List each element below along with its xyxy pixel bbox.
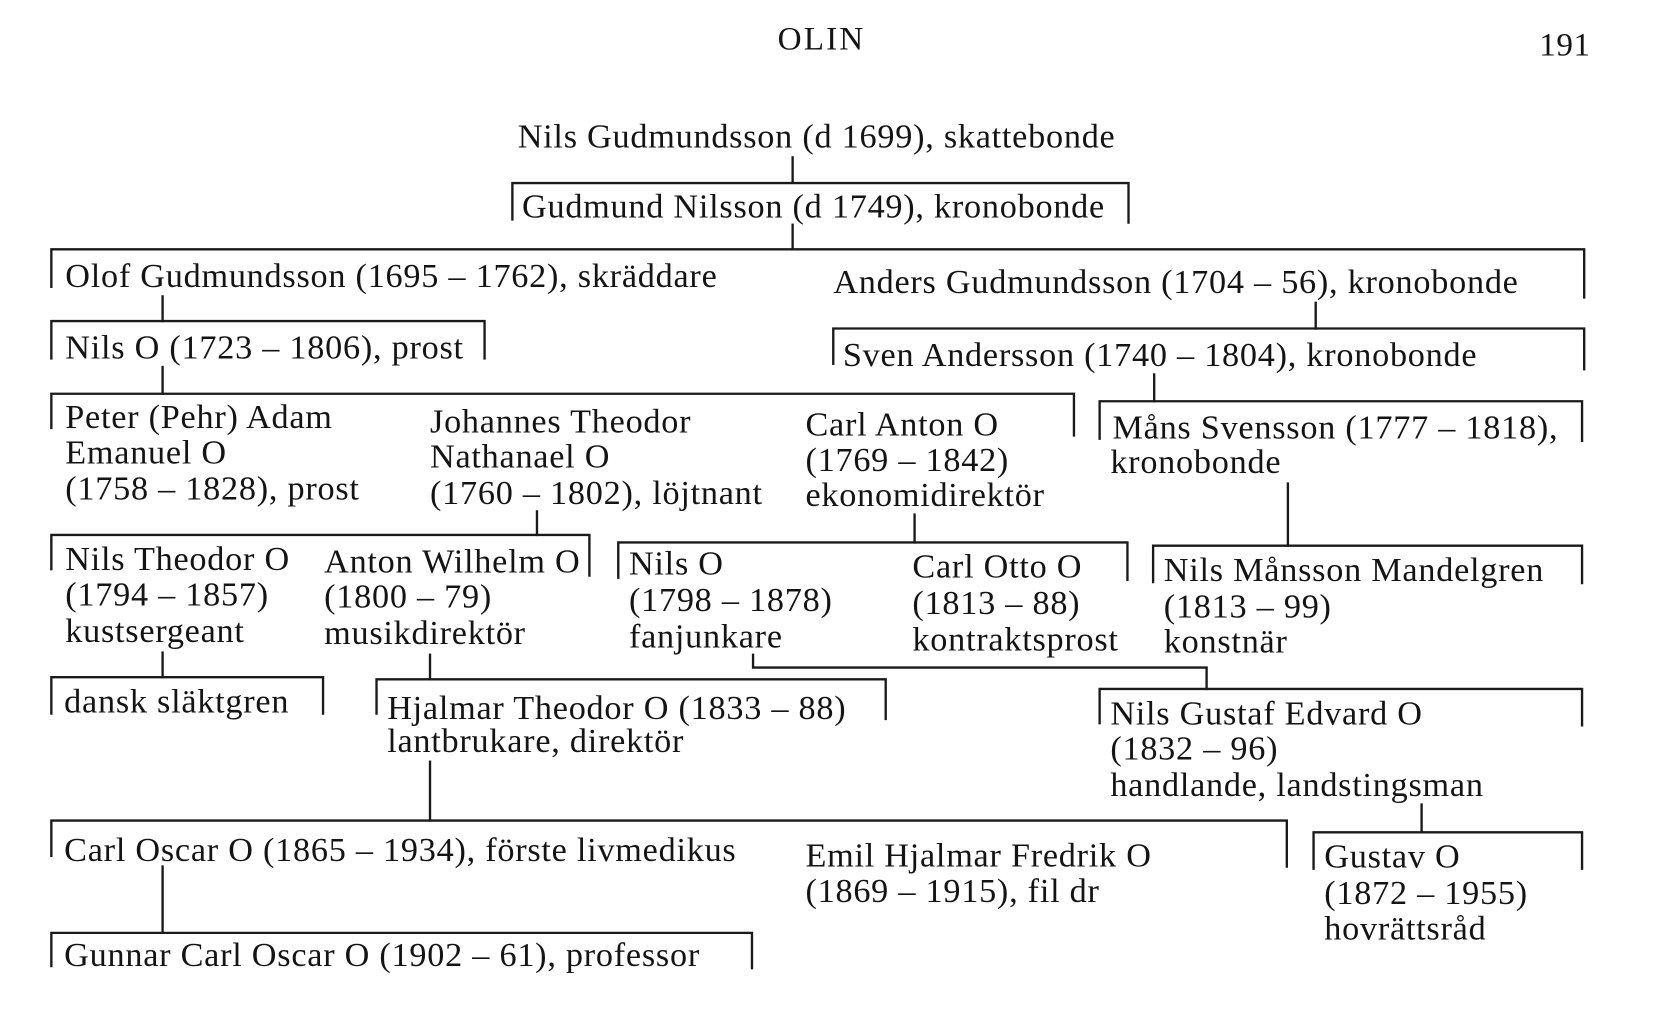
descent-line [753,655,1207,689]
person-line: Olof Gudmundsson (1695 – 1762), skräddare [65,257,718,295]
person-nils-theodor [65,541,290,650]
person-line: Nils O [628,545,724,583]
person-line: Nils Gustaf Edvard O [1110,695,1423,733]
person-line: Johannes Theodor [430,403,692,441]
person-nils-gustaf-edvard [1110,695,1483,804]
person-line: konstnär [1163,623,1288,661]
person-line: Gustav O [1324,838,1461,876]
person-peter-adam-emanuel [65,399,359,508]
person-carl-anton [805,406,1044,514]
person-hjalmar-theodor [387,690,846,760]
person-line: lantbrukare, direktör [387,723,685,761]
branch-dansk-slaktgren [64,684,289,721]
person-olof-gudmundsson [65,258,717,295]
person-line: (1813 – 99) [1163,588,1332,626]
person-nils-mansson-mandelgren [1164,552,1544,661]
person-line: Anton Wilhelm O [324,543,581,581]
person-line: Nils Theodor O [65,541,290,579]
person-line: (1769 – 1842) [805,441,1010,479]
person-line: Carl Otto O [912,548,1083,586]
person-line: (1872 – 1955) [1324,874,1528,912]
person-line: (1798 – 1878) [628,581,833,619]
person-line: Nils Gudmundsson (d 1699), skattebonde [517,118,1116,156]
person-carl-otto [912,549,1118,659]
person-line: Nathanael O [430,438,611,476]
person-line: (1800 – 79) [324,578,493,616]
person-line: Carl Anton O [805,406,999,444]
person-mans-svensson [1110,410,1558,481]
person-line: Emil Hjalmar Fredrik O [805,837,1152,875]
person-gustav-o [1324,839,1528,948]
person-line: Carl Oscar O (1865 – 1934), förste livmedikus [64,832,737,870]
person-line: Peter (Pehr) Adam [65,398,333,436]
person-nils-o-1798 [629,546,833,656]
person-line: Gudmund Nilsson (d 1749), kronobonde [522,188,1105,226]
person-line: Sven Andersson (1740 – 1804), kronobonde [842,336,1478,374]
person-line: Anders Gudmundsson (1704 – 56), kronobonde [833,264,1519,302]
person-line: Nils O (1723 – 1806), prost [65,329,464,367]
page-number: 191 [1539,26,1591,64]
person-anton-wilhelm [324,543,580,652]
running-head: OLIN [777,20,866,58]
person-line: Emanuel O [65,434,227,472]
person-line: (1760 – 1802), löjtnant [430,474,763,512]
person-line: dansk släktgren [64,683,290,721]
person-line: musikdirektör [324,615,526,653]
person-emil-hjalmar-fredrik [805,838,1151,910]
person-line: ekonomidirektör [805,477,1045,515]
person-gunnar-carl-oscar [64,937,700,974]
person-anders-gudmundsson [833,264,1518,301]
person-line: hovrättsråd [1324,910,1487,948]
person-line: kustsergeant [65,612,245,650]
person-johannes-theodor-nathanael [430,403,763,512]
person-sven-andersson [843,337,1477,374]
person-line: Gunnar Carl Oscar O (1902 – 61), professor [64,937,701,975]
person-nils-gudmundsson [518,119,1116,156]
person-line: kronobonde [1110,443,1282,481]
person-gudmund-nilsson [522,188,1105,225]
person-line: Nils Månsson Mandelgren [1163,551,1545,589]
person-line: (1794 – 1857) [65,576,269,614]
person-nils-o-1723 [65,329,464,366]
person-line: handlande, landstingsman [1110,766,1484,804]
person-carl-oscar [64,832,736,869]
person-line: kontraktsprost [912,621,1119,659]
person-line: fanjunkare [628,618,783,656]
person-line: Måns Svensson (1777 – 1818), [1112,409,1559,447]
person-line: (1813 – 88) [912,585,1081,623]
person-line: Hjalmar Theodor O (1833 – 88) [387,689,847,727]
person-line: (1758 – 1828), prost [65,470,360,508]
person-line: (1832 – 96) [1110,730,1279,768]
person-line: (1869 – 1915), fil dr [805,872,1100,910]
